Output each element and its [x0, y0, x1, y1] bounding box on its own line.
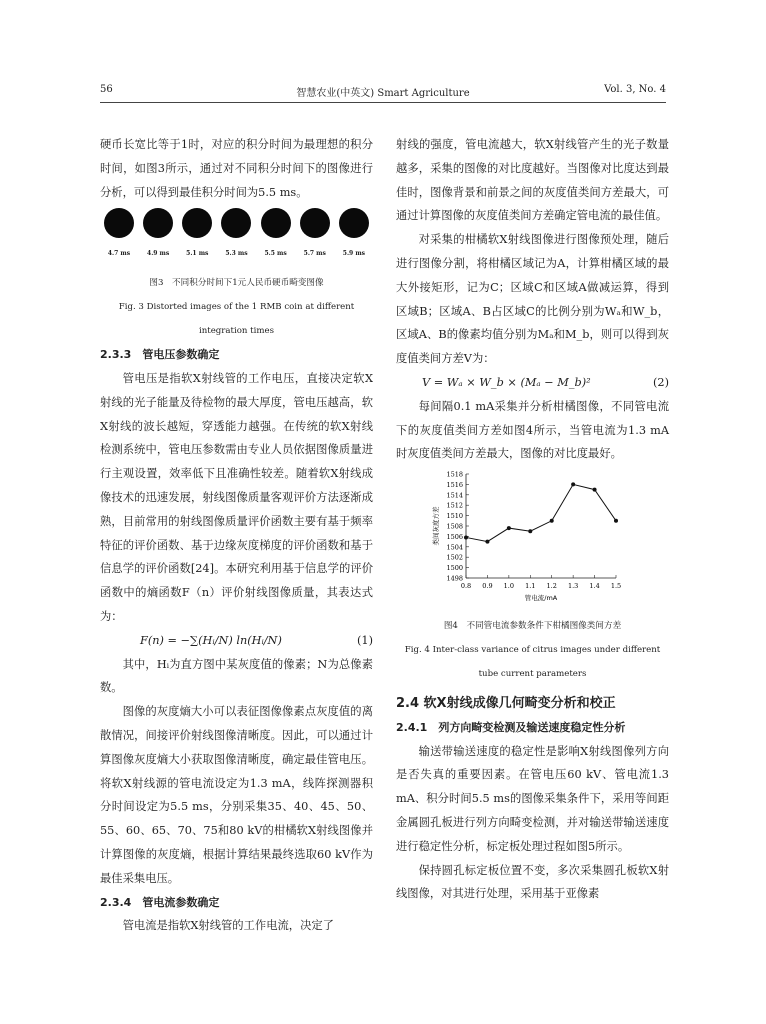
y-tick-label: 1506 [446, 533, 463, 542]
data-point [507, 526, 511, 530]
y-tick-label: 1502 [446, 553, 463, 562]
y-tick-label: 1510 [446, 512, 463, 521]
fig4-caption-cn: 图4 不同管电流参数条件下柑橘图像类间方差 [443, 620, 622, 631]
data-point [485, 540, 489, 544]
equation-number: (1) [356, 633, 373, 647]
coin-disc [182, 208, 212, 238]
left-column [100, 133, 373, 938]
coin-label: 5.5 ms [264, 250, 287, 258]
section-heading: 2.3.3 管电压参数确定 [100, 348, 220, 362]
coin-image [261, 208, 291, 266]
x-tick-label: 1.1 [525, 582, 536, 591]
coin-label: 5.9 ms [342, 250, 366, 258]
fig4-chart [396, 466, 669, 606]
right-column [396, 133, 669, 906]
equation-text: V = Wₐ × W_b × (Mₐ − M_b)² [422, 375, 591, 389]
section-heading: 2.4.1 列方向畸变检测及输送速度稳定性分析 [396, 720, 626, 734]
section-heading: 2.4 软X射线成像几何畸变分析和校正 [396, 695, 616, 711]
data-point [464, 536, 468, 540]
y-tick-label: 1512 [446, 501, 463, 510]
coin-image [182, 208, 212, 266]
coin-label: 5.1 ms [186, 250, 209, 258]
equation-text: F(n) = −∑(Hᵢ/N) ln(Hᵢ/N) [140, 633, 282, 647]
journal-title: 智慧农业(中英文) Smart Agriculture [296, 88, 470, 99]
data-point [528, 529, 532, 533]
y-axis-label: 类间灰度方差 [432, 506, 440, 546]
coin-label: 4.7 ms [107, 250, 131, 258]
coin-image [104, 208, 134, 266]
coin-disc [339, 208, 369, 238]
x-tick-label: 0.8 [460, 582, 472, 591]
x-tick-label: 1.5 [610, 582, 622, 591]
paragraph: 保持圆孔标定板位置不变，多次采集圆孔板软X射线图像，对其进行处理，采用基于亚像素 [396, 863, 669, 901]
x-tick-label: 1.4 [589, 582, 600, 591]
coin-label: 5.3 ms [225, 250, 248, 258]
data-point [550, 519, 554, 523]
y-tick-label: 1518 [446, 470, 463, 479]
data-point [593, 488, 597, 492]
coin-disc [104, 208, 134, 238]
y-tick-label: 1500 [446, 564, 463, 573]
coin-image [221, 208, 251, 266]
y-tick-label: 1514 [446, 491, 463, 500]
x-tick-label: 1.0 [503, 582, 515, 591]
equation-2 [396, 371, 669, 395]
paragraph: 管电压是指软X射线管的工作电压，直接决定软X射线的光子能量及待检物的最大厚度，管电压越高，软X射线的波长越短，穿透能力越强。在传统的软X射线检测系统中，管电压参数需由专业人员依据图像质量进行主观设置，效率低下且准确性较差。随着软X射线成像技术的迅速发展，射线图像质量客观评价方法逐渐成熟，目前常用的射线图像质量评价函数主要有基于频率特征的评价函数、基于边缘灰度梯度的评价函数和基于信息学的评价函数[24]。本研究利用基于信息学的评价函数中的熵函数F（n）评价射线图像质量，其表达式为： [100, 371, 373, 623]
data-point [614, 519, 618, 523]
x-tick-label: 1.2 [546, 582, 557, 591]
paragraph: 管电流是指软X射线管的工作电流，决定了 [122, 919, 334, 933]
y-tick-label: 1508 [446, 522, 463, 531]
header-rule [100, 102, 666, 103]
paragraph: 对采集的柑橘软X射线图像进行图像预处理，随后进行图像分割，将柑橘区域记为A，计算柑橘区域的最大外接矩形，记为C；区域C和区域A做减运算，得到区域B；区域A、B占区域C的比例分别为Wₐ和W_b，区域A、B的像素均值分别为Mₐ和M_b，则可以得到灰度值类间方差V为： [396, 233, 669, 366]
equation-1 [100, 629, 373, 653]
paragraph: 图像的灰度熵大小可以表征图像像素点灰度值的离散情况，间接评价射线图像清晰度。因此，可以通过计算图像灰度熵大小获取图像清晰度，确定最佳管电压。将软X射线源的管电流设定为1.3 mA，线阵探测器积分时间设定为5.5 ms，分别采集35、40、45、50、55、60、65、70、75和80 kV的柑橘软X射线图像并计算图像的灰度熵，根据计算结果最终选取60 kV作为最佳采集电压。 [100, 705, 373, 885]
coin-disc [143, 208, 173, 238]
paragraph: 输送带输送速度的稳定性是影响X射线图像列方向是否失真的重要因素。在管电压60 kV、管电流1.3 mA、积分时间5.5 ms的图像采集条件下，采用等间距金属圆孔板进行列方向畸变检测，并对输送带输送速度进行稳定性分析，标定板处理过程如图5所示。 [396, 744, 669, 853]
coin-image [143, 208, 173, 266]
coin-figure [100, 208, 373, 266]
data-line [466, 485, 616, 542]
coin-image [300, 208, 330, 266]
page-number: 56 [100, 84, 113, 95]
coin-label: 4.9 ms [147, 250, 170, 258]
fig3-caption-cn: 图3 不同积分时间下1元人民币硬币畸变图像 [149, 278, 324, 289]
data-point [571, 483, 575, 487]
x-tick-label: 0.9 [482, 582, 493, 591]
paragraph: 其中，Hᵢ为直方图中某灰度值的像素；N为总像素数。 [100, 657, 373, 695]
coin-disc [221, 208, 251, 238]
equation-number: (2) [652, 375, 669, 389]
y-tick-label: 1516 [446, 481, 463, 490]
x-tick-label: 1.3 [567, 582, 579, 591]
paragraph: 每间隔0.1 mA采集并分析柑橘图像，不同管电流下的灰度值类间方差如图4所示，当管电流为1.3 mA时灰度值类间方差最大，图像的对比度最好。 [396, 399, 669, 461]
fig3-caption-en: Fig. 3 Distorted images of the 1 RMB coin at different integration times [118, 302, 355, 337]
y-tick-label: 1504 [446, 543, 463, 552]
paragraph: 射线的强度，管电流越大，软X射线管产生的光子数量越多，采集的图像的对比度越好。当图像对比度达到最佳时，图像背景和前景之间的灰度值类间方差最大，可通过计算图像的灰度值类间方差确定管电流的最佳值。 [396, 138, 669, 223]
section-heading: 2.3.4 管电流参数确定 [100, 895, 220, 909]
fig4-caption-en: Fig. 4 Inter-class variance of citrus images under different tube current parameters [404, 644, 661, 679]
volume-info: Vol. 3, No. 4 [604, 84, 666, 95]
paragraph: 硬币长宽比等于1时，对应的积分时间为最理想的积分时间，如图3所示，通过对不同积分时间下的图像进行分析，可以得到最佳积分时间为5.5 ms。 [100, 138, 373, 199]
coin-image [339, 208, 369, 266]
y-tick-label: 1498 [446, 574, 463, 583]
coin-disc [300, 208, 330, 238]
coin-disc [261, 208, 291, 238]
x-axis-label: 管电流/mA [524, 594, 558, 603]
coin-label: 5.7 ms [303, 250, 326, 258]
